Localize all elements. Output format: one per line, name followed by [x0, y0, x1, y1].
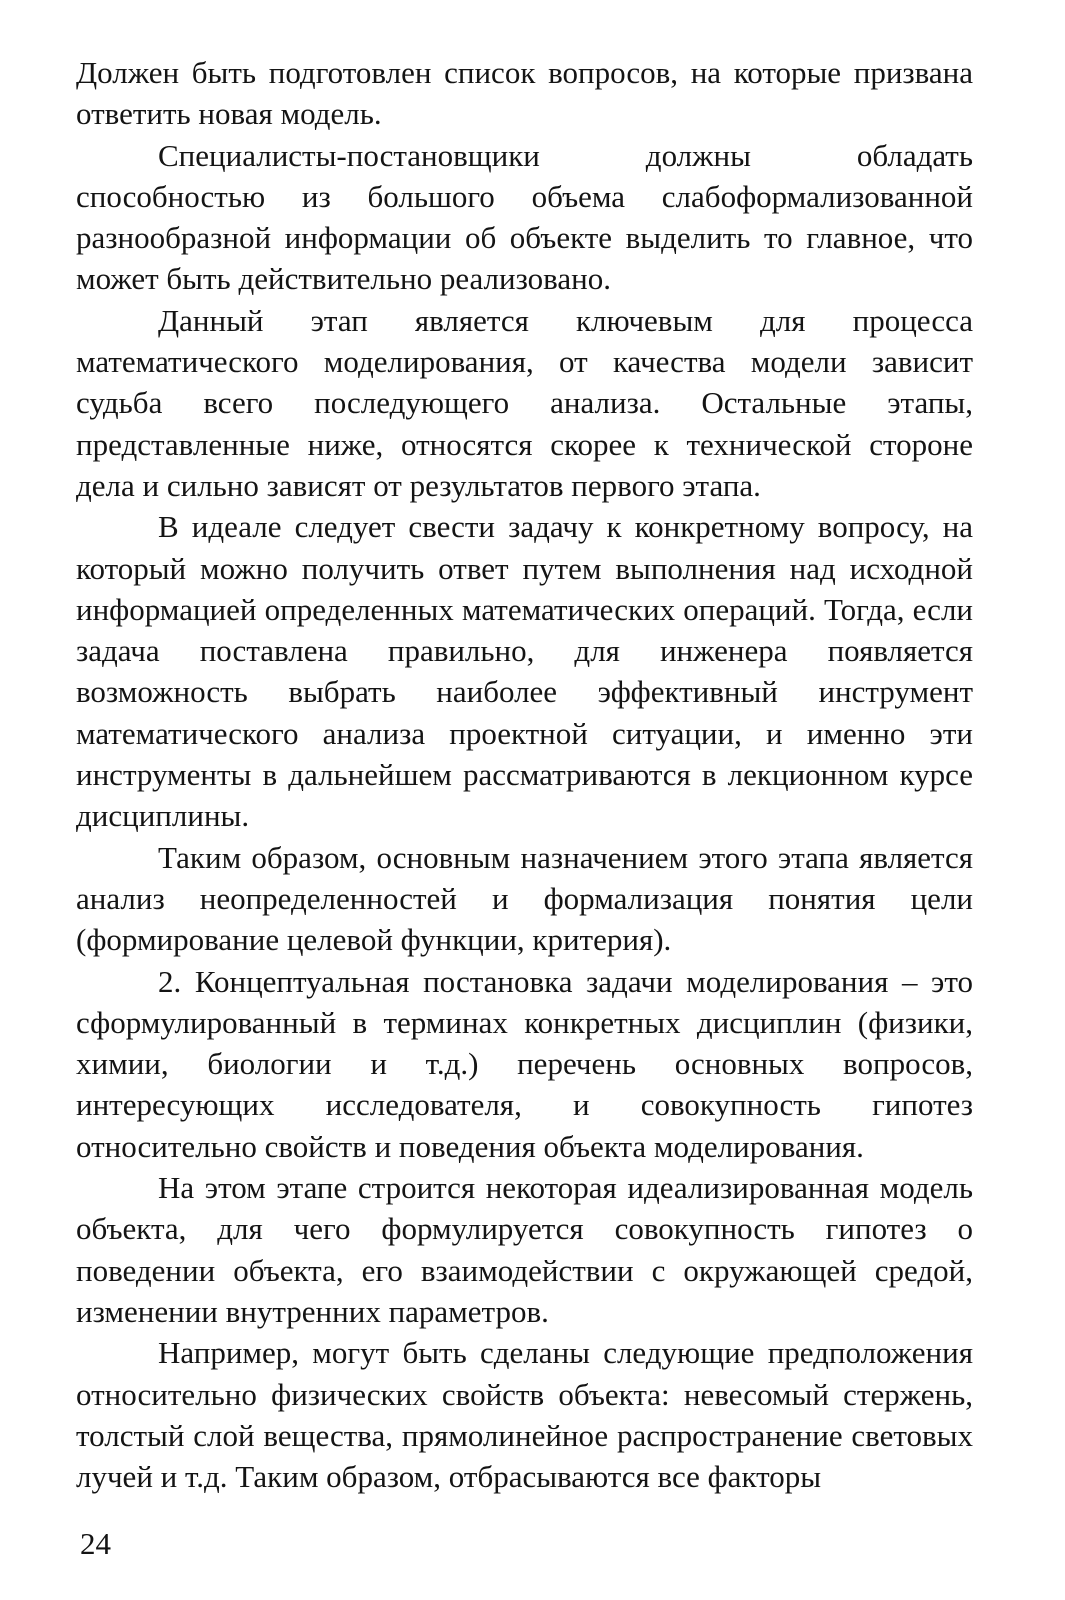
paragraph-5: Таким образом, основным назначением этого этапа является анализ неопределенностей и формализация понятия цели (формирование целевой функции, критерия).	[76, 839, 973, 958]
paragraph-4: В идеале следует свести задачу к конкретному вопросу, на который можно получить ответ путем выполнения над исходной информацией определенных математических операций. Тогда, если задача поставлена правильно, для инженера появляется возможность выбрать наиболее эффективный инструмент математического анализа проектной ситуации, и именно эти инструменты в дальнейшем рассматриваются в лекционном курсе дисциплины.	[76, 509, 973, 834]
paragraph-7: На этом этапе строится некоторая идеализированная модель объекта, для чего формулируется совокупность гипотез о поведении объекта, его взаимодействии с окружающей средой, изменении внутренних параметров.	[76, 1170, 973, 1329]
paragraph-3: Данный этап является ключевым для процесса математического моделирования, от качества модели зависит судьба всего последующего анализа. Остальные этапы, представленные ниже, относятся скорее к технической стороне дела и сильно зависят от результатов первого этапа.	[76, 302, 973, 503]
page-number: 24	[80, 1526, 111, 1561]
paragraph-1: Должен быть подготовлен список вопросов, на которые призвана ответить новая модель.	[76, 55, 973, 132]
paragraph-2: Специалисты-постановщики должны обладать способностью из большого объема слабоформализованной разнообразной информации об объекте выделить то главное, что может быть действительно реализовано.	[76, 137, 973, 297]
paragraph-6: 2. Концептуальная постановка задачи моделирования – это сформулированный в терминах конкретных дисциплин (физики, химии, биологии и т.д.) перечень основных вопросов, интересующих исследователя, и совокупность гипотез относительно свойств и поведения объекта моделирования.	[76, 963, 973, 1164]
page-body	[76, 52, 973, 1497]
paragraph-8: Например, могут быть сделаны следующие предположения относительно физических свойств объекта: невесомый стержень, толстый слой вещества, прямолинейное распространение световых лучей и т.д. Таким образом, отбрасываются все факторы	[76, 1335, 973, 1495]
